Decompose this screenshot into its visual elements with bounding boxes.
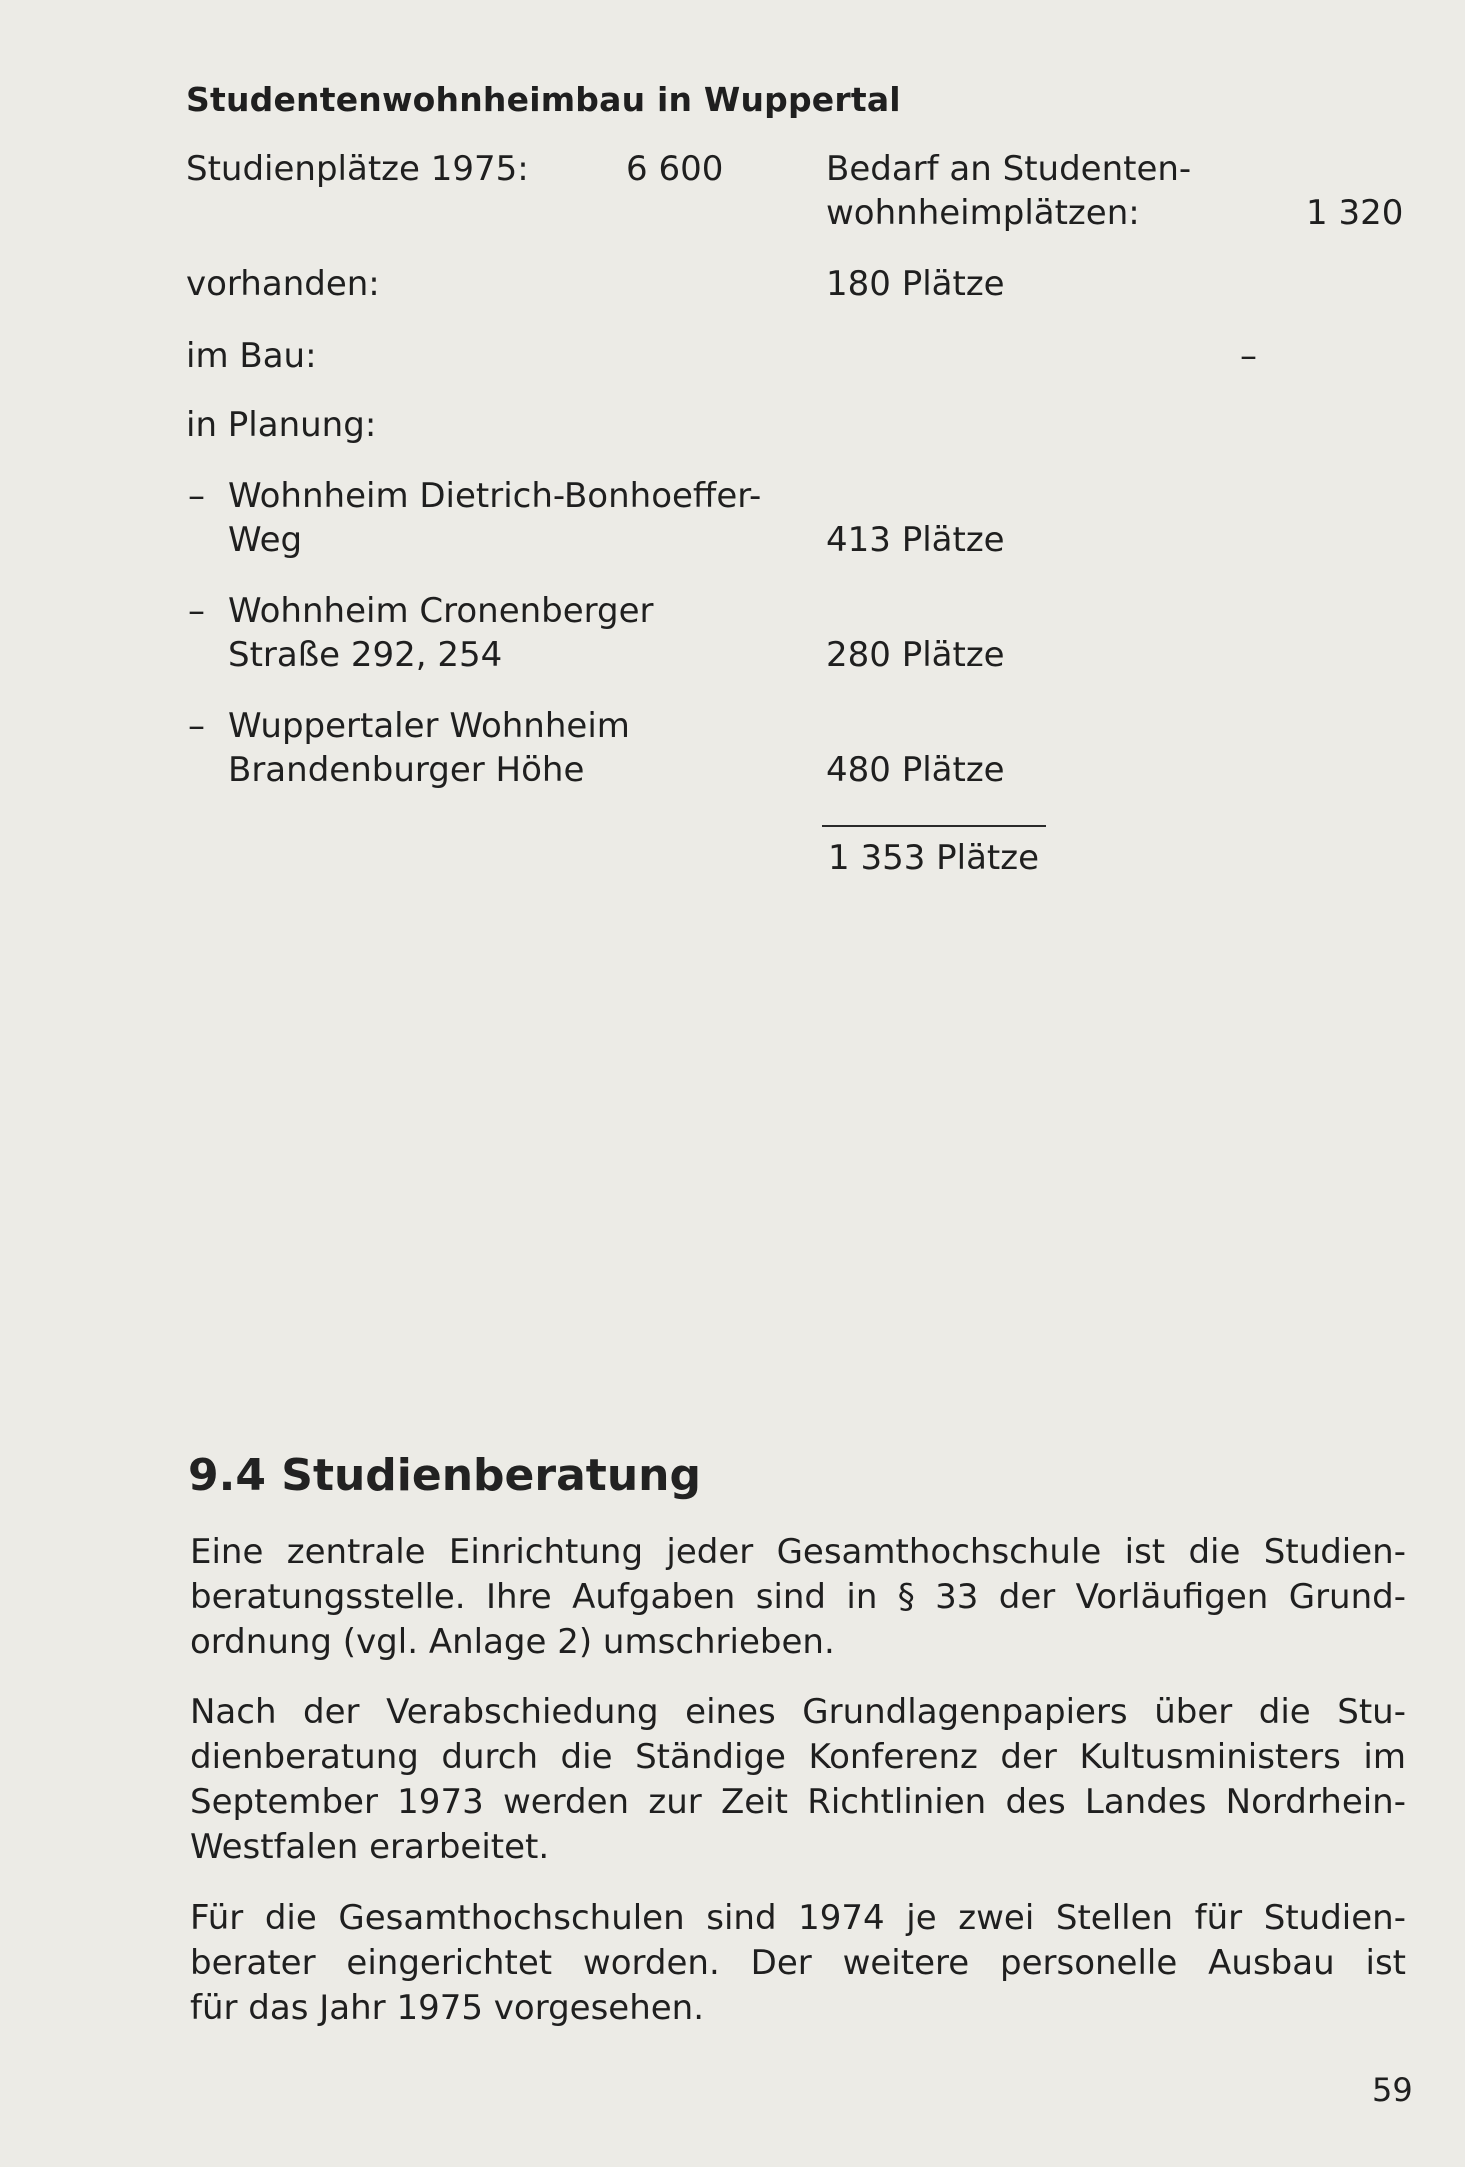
paragraph-line: ordnung (vgl. Anlage 2) umschrieben. (190, 1622, 835, 1662)
paragraph-line: beratungsstelle. Ihre Aufgaben sind in § 33 der Vorläufigen Grund- (190, 1577, 1406, 1617)
list-item-line1: Wohnheim Cronenberger (228, 591, 654, 631)
list-item-line2: Brandenburger Höhe (228, 750, 585, 790)
paragraph (190, 1690, 1406, 1870)
paragraph-line: dienberatung durch die Ständige Konferenz der Kultusministers im (190, 1737, 1406, 1777)
studienplaetze-label: Studienplätze 1975: (186, 149, 529, 189)
vorhanden-value: 180 Plätze (826, 264, 1005, 304)
list-item-value: 480 Plätze (826, 750, 1005, 790)
bedarf-label-line1: Bedarf an Studenten- (826, 149, 1192, 189)
in-planung-label: in Planung: (186, 405, 377, 445)
list-item-line1: Wohnheim Dietrich-Bonhoeffer- (228, 476, 762, 516)
paragraph-line: Westfalen erarbeitet. (190, 1827, 550, 1867)
list-item-line2: Straße 292, 254 (228, 635, 503, 675)
studienplaetze-value: 6 600 (626, 149, 724, 189)
list-item-dash: – (188, 591, 205, 631)
section-title: 9.4 Studienberatung (188, 1450, 701, 1501)
paragraph-line: für das Jahr 1975 vorgesehen. (190, 1988, 705, 2028)
bedarf-value: 1 320 (1306, 193, 1404, 233)
paragraph-line: Für die Gesamthochschulen sind 1974 je zwei Stellen für Studien- (190, 1898, 1406, 1938)
page-number: 59 (1372, 2071, 1413, 2109)
list-item-dash: – (188, 706, 205, 746)
paragraph-line: Eine zentrale Einrichtung jeder Gesamthochschule ist die Studien- (190, 1532, 1406, 1572)
list-item-value: 413 Plätze (826, 520, 1005, 560)
list-item-line1: Wuppertaler Wohnheim (228, 706, 630, 746)
im-bau-label: im Bau: (186, 336, 317, 376)
paragraph-line: berater eingerichtet worden. Der weitere personelle Ausbau ist (190, 1943, 1406, 1983)
list-item-dash: – (188, 476, 205, 516)
paragraph (190, 1896, 1406, 2031)
paragraph-line: September 1973 werden zur Zeit Richtlinien des Landes Nordrhein- (190, 1782, 1406, 1822)
im-bau-value: – (1240, 336, 1257, 376)
housing-heading: Studentenwohnheimbau in Wuppertal (186, 80, 901, 119)
total-value: 1 353 Plätze (828, 838, 1040, 878)
list-item-value: 280 Plätze (826, 635, 1005, 675)
bedarf-label-line2: wohnheimplätzen: (826, 193, 1140, 233)
list-item-line2: Weg (228, 520, 303, 560)
paragraph (190, 1530, 1406, 1665)
vorhanden-label: vorhanden: (186, 264, 380, 304)
paragraph-line: Nach der Verabschiedung eines Grundlagenpapiers über die Stu- (190, 1692, 1406, 1732)
sum-rule (822, 825, 1046, 827)
